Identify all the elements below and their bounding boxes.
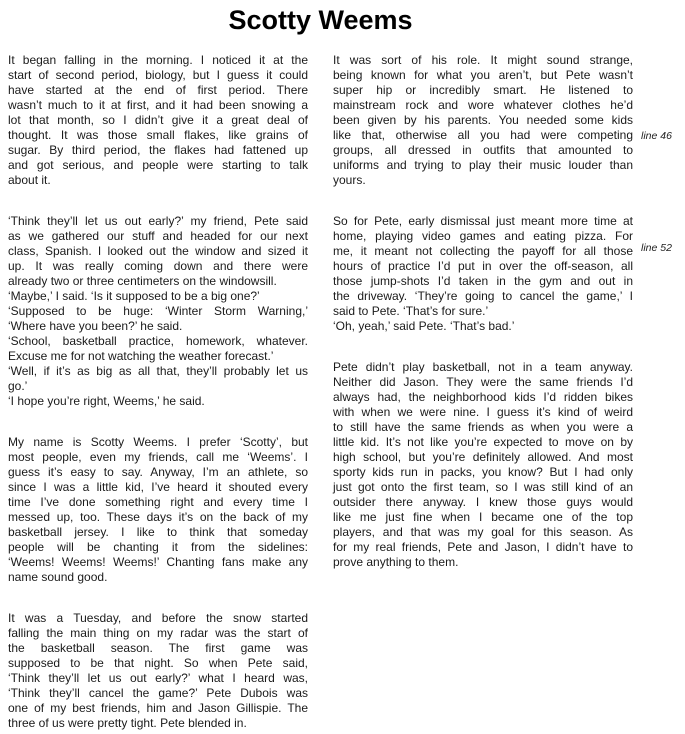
text-line: up. It was really coming down and there were [8,259,308,273]
text-line: It was a Tuesday, and before the snow started [8,611,308,625]
paragraph [333,53,633,188]
text-line: as we gathered our stuff and headed for our next [8,229,308,243]
text-line: guess it’s easy to say. Anyway, I’m an athlete, so [8,465,308,479]
text-line: hours of practice I’d put in over the off-season, all [333,259,633,273]
text-line: lot that month, so I didn’t give it a great deal of [8,113,308,127]
text-line: Neither did Jason. They were the same friends I’d [333,375,633,389]
text-line: been given by his parents. You needed some kids [333,113,633,127]
text-line: always had, the neighborhood kids I’d ridden bikes [333,390,633,404]
text-line: people will be chanting it from the sidelines: [8,540,308,554]
text-line: Pete didn’t play basketball, not in a team anyway. [333,360,633,374]
text-line: have started at the end of first period. There [8,83,308,97]
paragraph [333,214,633,334]
text-line: Excuse me for not watching the weather forecast.’ [8,349,274,363]
text-line: messed up, too. These days it’s on the back of my [8,510,308,524]
paragraph [333,360,633,570]
text-line: ‘Think they’ll cancel the game?’ Pete Dubois was [8,686,308,700]
text-line: ‘Think they’ll let us out early?’ what I heard was, [8,671,308,685]
text-line: So for Pete, early dismissal just meant more time at [333,214,633,228]
text-line: It was sort of his role. It might sound strange, [333,53,633,67]
text-line: three of us were pretty tight. Pete blended in. [8,716,247,730]
text-line: being known for what you aren’t, but Pete wasn’t [333,68,633,82]
text-line: outsider there anyway. I knew those guys would [333,495,633,509]
text-line: ‘Oh, yeah,’ said Pete. ‘That’s bad.’ [333,319,515,333]
text-line: since I was a little kid, I’ve heard it shouted every [8,480,308,494]
text-line: the driveway. ‘They’re going to cancel the game,’ I [333,289,633,303]
text-line: class, Spanish. I looked out the window and sized it [8,244,308,258]
text-line: uniforms and trying to play their music louder than [333,158,633,172]
text-line: sporty kids run in packs, you know? But I had only [333,465,633,479]
line-number-annotation: line 46 [641,130,672,142]
text-line: mainstream rock and wore whatever clothes he’d [333,98,633,112]
text-line: ‘Supposed to be huge: ‘Winter Storm Warning,’ [8,304,308,318]
text-line: time I’ve done something right and every time I [8,495,308,509]
text-line: players, and that was my goal for this season. As [333,525,633,539]
text-line: said to Pete. ‘That’s for sure.’ [333,304,489,318]
text-line: yours. [333,173,366,187]
text-line: sugar. By third period, the flakes had fattened up [8,143,308,157]
text-line: just got onto the first team, so I was still kind of an [333,480,633,494]
text-line: for my real friends, Pete and Jason, I didn’t have to [333,540,633,554]
text-line: basketball jersey. I like to think that someday [8,525,308,539]
text-line: start of second period, biology, but I guess it could [8,68,308,82]
text-columns [8,53,633,731]
text-line: ‘Weems! Weems! Weems!’ Chanting fans make any [8,555,308,569]
text-line: supposed to be that night. So when Pete said, [8,656,308,670]
text-line: ‘Where have you been?’ he said. [8,319,183,333]
text-line: super hip or incredibly smart. He listened to [333,83,633,97]
text-line: about it. [8,173,51,187]
text-line: It began falling in the morning. I noticed it at the [8,53,308,67]
text-line: one of my best friends, him and Jason Gillispie. The [8,701,308,715]
text-line: those jump-shots I’d taken in the gym and out in [333,274,633,288]
text-line: like that, otherwise all you had were competing [333,128,633,142]
text-line: wasn’t much to it at first, and it had been snowing a [8,98,308,112]
text-line: most people, even my friends, call me ‘Weems’. I [8,450,308,464]
text-line: little kid. It’s not like you’re expected to move on by [333,435,633,449]
text-line: ‘School, basketball practice, homework, whatever. [8,334,308,348]
page-title: Scotty Weems [228,5,413,35]
text-line: the basketball season. The first game was [8,641,308,655]
text-line: already two or three centimeters on the windowsill. [8,274,277,288]
text-line: go.’ [8,379,28,393]
paragraph [8,53,308,188]
text-line: to still have the same friends as when you were a [333,420,633,434]
text-line: groups, all dressed in outfits that amounted to [333,143,633,157]
text-line: prove anything to them. [333,555,459,569]
text-line: falling the main thing on my radar was the start of [8,626,308,640]
text-line: thought. It was those small flakes, like grains of [8,128,308,142]
text-line: like me just fine when I became one of the top [333,510,633,524]
text-line: ‘I hope you’re right, Weems,’ he said. [8,394,205,408]
text-line: me, it meant not collecting the payoff for all those [333,244,633,258]
text-line: ‘Think they’ll let us out early?’ my friend, Pete said [8,214,308,228]
text-line: name sound good. [8,570,108,584]
text-line: ‘Well, if it’s as big as all that, they’ll probably let us [8,364,308,378]
text-line: home, playing video games and eating pizza. For [333,229,633,243]
text-line: My name is Scotty Weems. I prefer ‘Scotty’, but [8,435,308,449]
text-line: high school, but you’re definitely allowed. And most [333,450,633,464]
right-column [333,53,633,731]
paragraph [8,435,308,585]
text-line: with when we were nine. I guess it’s kind of weird [333,405,633,419]
paragraph [8,214,308,409]
line-number-annotation: line 52 [641,242,672,254]
text-line: ‘Maybe,’ I said. ‘Is it supposed to be a big one?’ [8,289,260,303]
text-line: and got serious, and people were starting to talk [8,158,308,172]
paragraph [8,611,308,731]
left-column [8,53,308,731]
